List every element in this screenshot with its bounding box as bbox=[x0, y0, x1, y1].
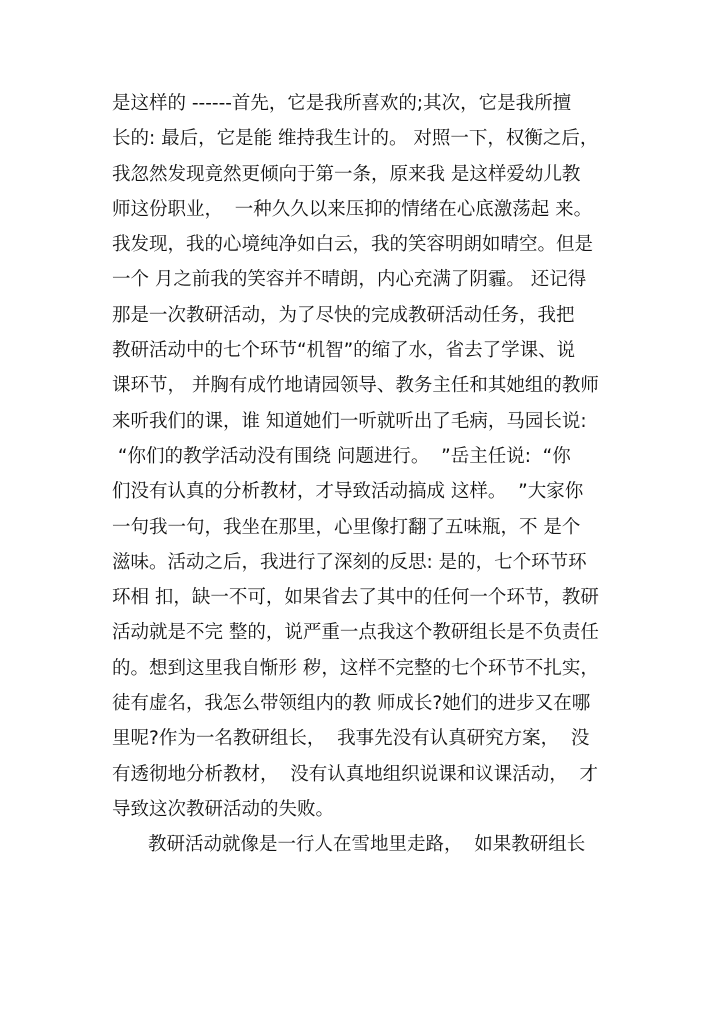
text-line: 徒有虚名，我怎么带领组内的教 师成长?她们的进步又在哪 bbox=[112, 693, 591, 715]
text-line: “你们的教学活动没有围绕 问题进行。 ”岳主任说: “你 bbox=[112, 445, 571, 467]
text-line: 课环节， 并胸有成竹地请园领导、教务主任和其她组的教师 bbox=[112, 375, 599, 397]
text-line: 导致这次教研活动的失败。 bbox=[112, 798, 335, 820]
text-line: 师这份职业， 一种久久以来压抑的情绪在心底激荡起 来。 bbox=[112, 198, 593, 220]
text-line: 环相 扣，缺一不可，如果省去了其中的任何一个环节，教研 bbox=[112, 587, 599, 609]
text-line: 一个 月之前我的笑容并不晴朗，内心充满了阴霾。 还记得 bbox=[112, 269, 587, 291]
text-line: 里呢?作为一名教研组长， 我事先没有认真研究方案， 没 bbox=[112, 728, 590, 750]
text-line: 教研活动中的七个环节“机智”的缩了水，省去了学课、说 bbox=[112, 340, 576, 362]
text-line: 长的: 最后，它是能 维持我生计的。 对照一下，权衡之后， bbox=[112, 128, 599, 150]
text-line: 们没有认真的分析教材，才导致活动搞成 这样。 ”大家你 bbox=[112, 481, 584, 503]
text-line: 我发现，我的心境纯净如白云，我的笑容明朗如晴空。但是 bbox=[112, 234, 594, 256]
text-line: 来听我们的课，谁 知道她们一听就听出了毛病，马园长说: bbox=[112, 410, 587, 432]
text-line: 的。想到这里我自惭形 秽，这样不完整的七个环节不扎实， bbox=[112, 657, 599, 679]
text-line: 有透彻地分析教材， 没有认真地组织说课和议课活动， 才 bbox=[112, 763, 599, 785]
body-text bbox=[112, 86, 612, 863]
text-line: 我忽然发现竟然更倾向于第一条，原来我 是这样爱幼儿教 bbox=[112, 163, 581, 185]
text-line: 是这样的 ------首先，它是我所喜欢的;其次，它是我所擅 bbox=[112, 93, 572, 114]
text-line: 那是一次教研活动，为了尽快的完成教研活动任务，我把 bbox=[112, 304, 575, 326]
text-line: 滋味。活动之后，我进行了深刻的反思: 是的，七个环节环 bbox=[112, 551, 587, 573]
text-line: 一句我一句，我坐在那里，心里像打翻了五味瓶，不 是个 bbox=[112, 516, 581, 538]
paragraph-start-line: 教研活动就像是一行人在雪地里走路， 如果教研组长 bbox=[148, 834, 586, 856]
text-line: 活动就是不完 整的，说严重一点我这个教研组长是不负责任 bbox=[112, 622, 599, 644]
